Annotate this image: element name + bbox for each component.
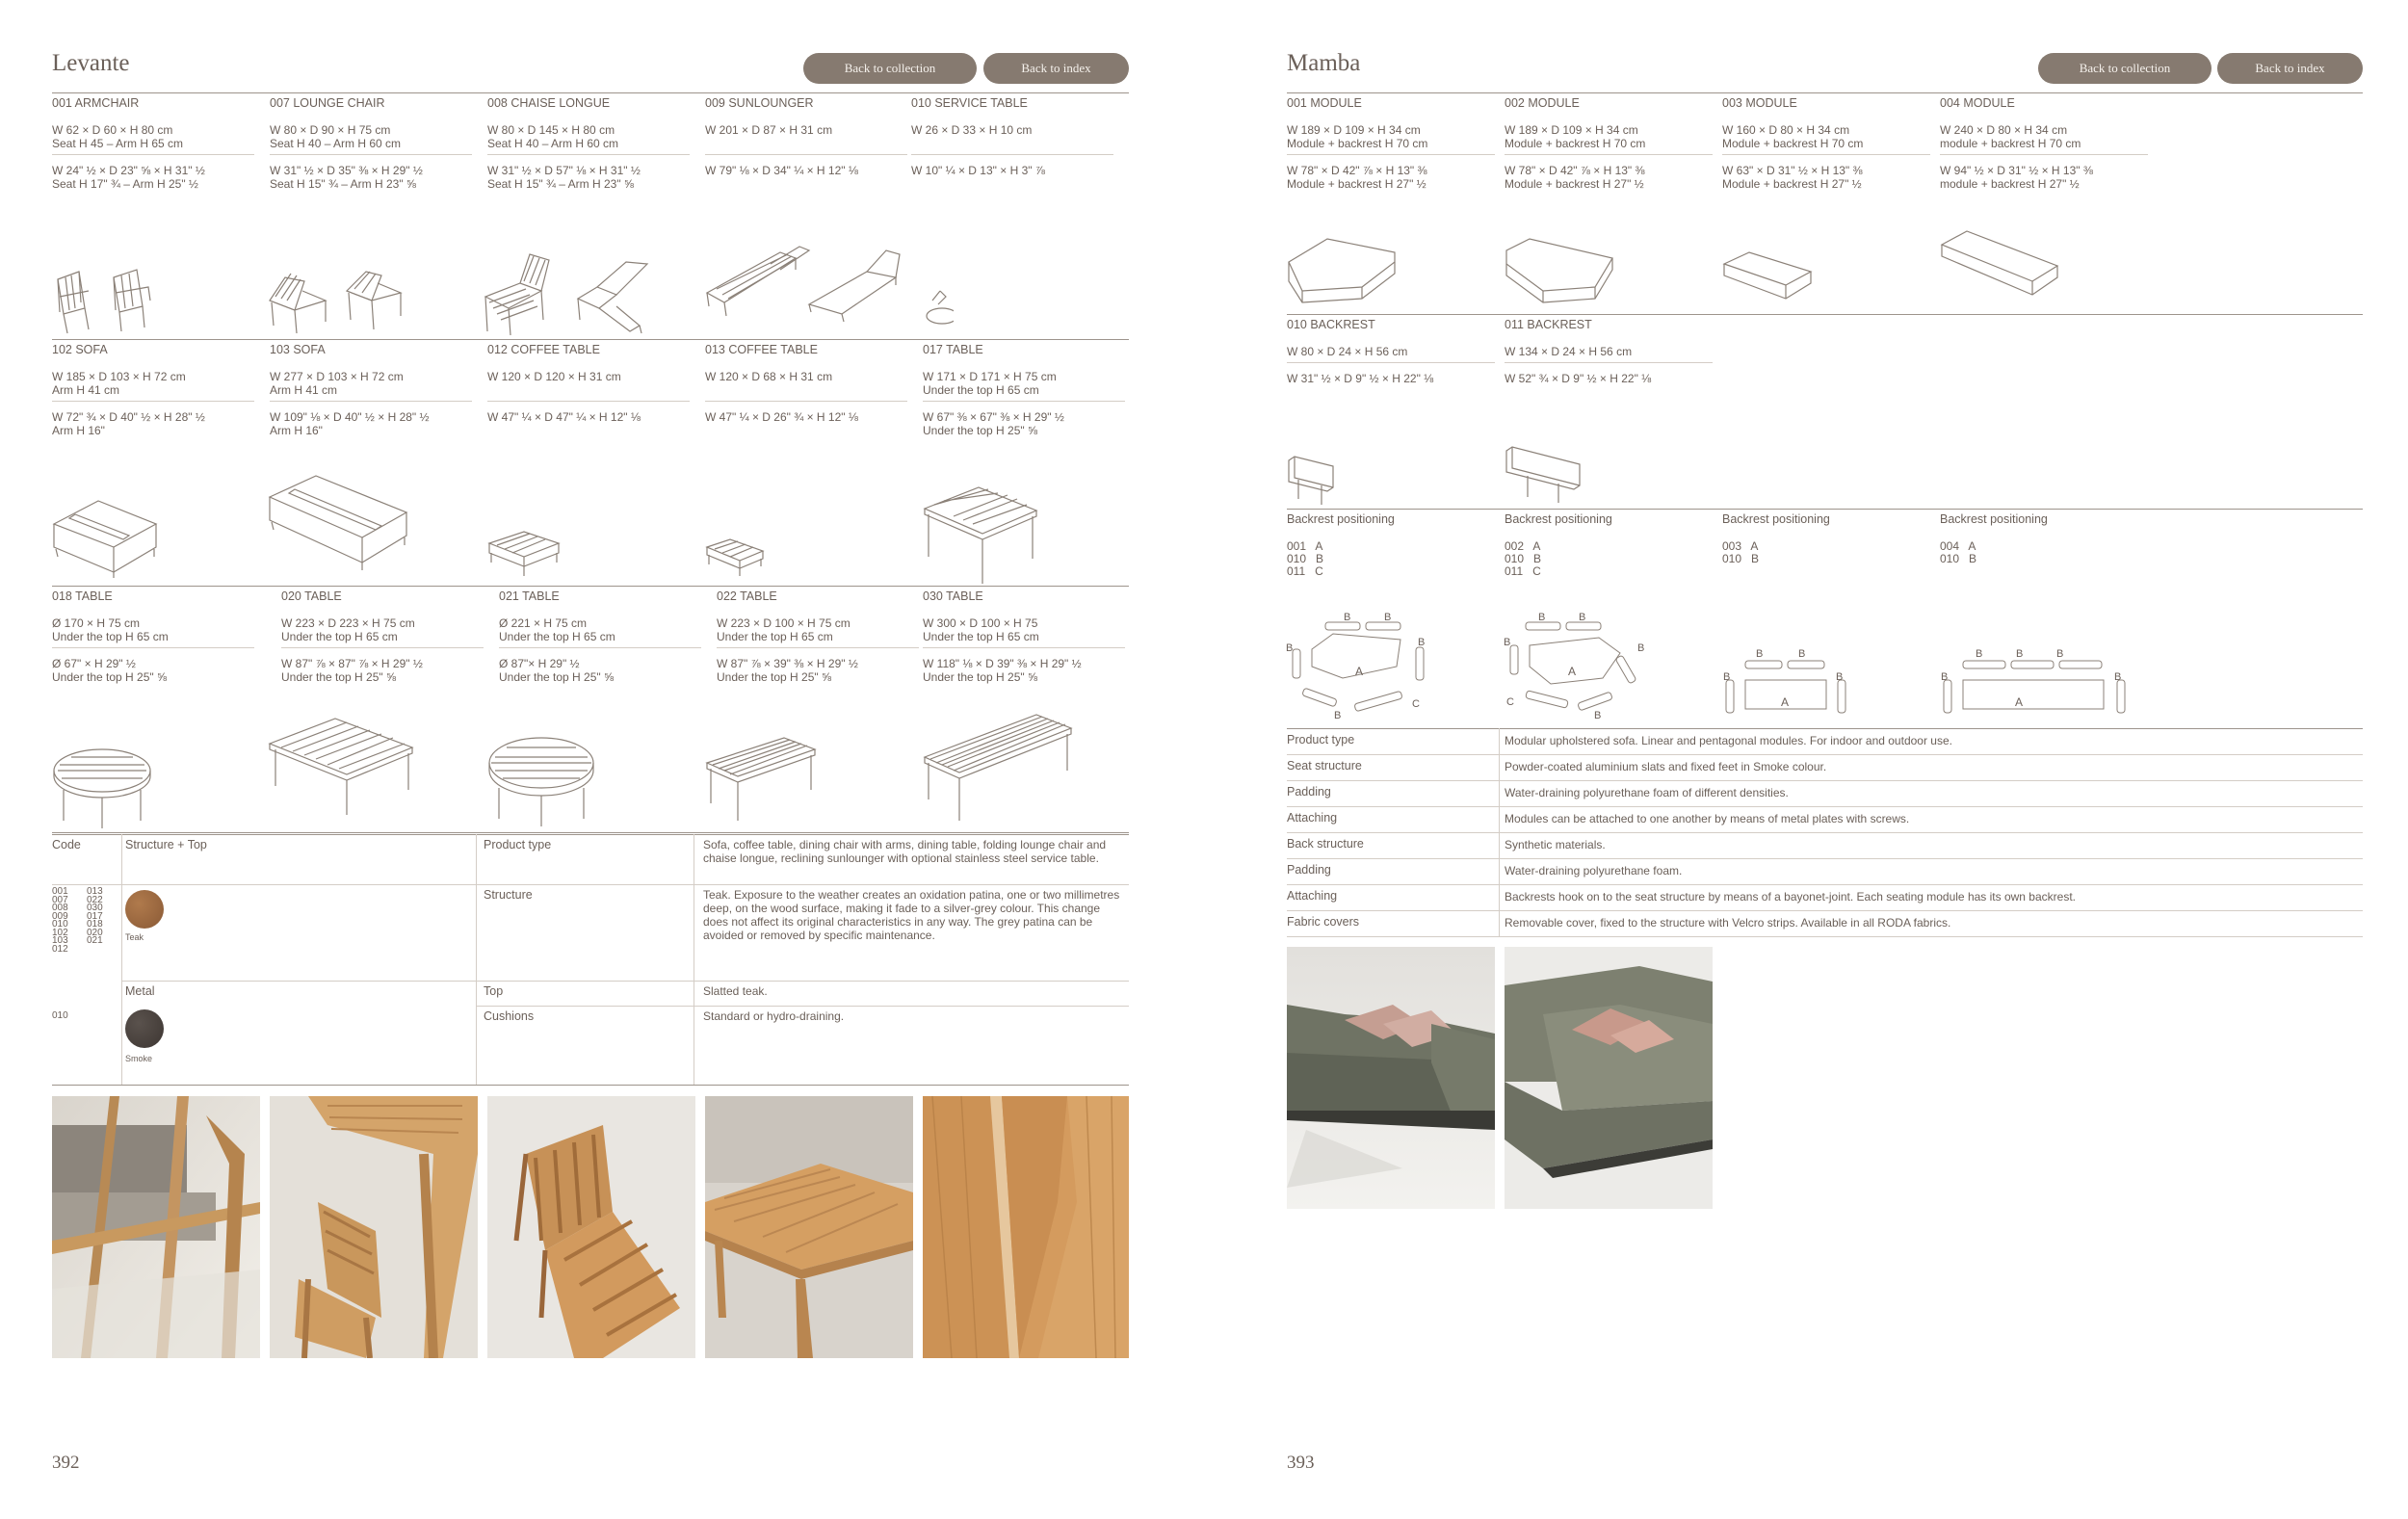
divider	[52, 401, 254, 402]
divider	[52, 884, 1129, 885]
sofa-103-drawing	[266, 470, 410, 576]
product-dimensions-imperial: W 109" ⅛ × D 40" ½ × H 28" ½	[270, 410, 430, 424]
spec-value-cushions: Standard or hydro-draining.	[703, 1009, 845, 1023]
diagram-letter: B	[1637, 642, 1645, 654]
diagram-letter: B	[1384, 612, 1392, 623]
product-dimensions-metric: Arm H 41 cm	[270, 383, 338, 397]
divider	[705, 401, 907, 402]
product-name: 007 LOUNGE CHAIR	[270, 96, 385, 110]
product-dimensions-imperial: Seat H 15" ¾ – Arm H 23" ⅝	[270, 177, 416, 191]
product-dimensions-imperial: W 72" ¾ × D 40" ½ × H 28" ½	[52, 410, 205, 424]
diagram-letter: C	[1506, 696, 1514, 708]
diagram-letter: B	[1756, 648, 1764, 660]
product-dimensions-metric: Under the top H 65 cm	[923, 383, 1039, 397]
divider	[52, 586, 1129, 587]
module-dimensions-imperial: W 94" ½ × D 31" ½ × H 13" ⅜	[1940, 164, 2093, 177]
coffee-table-013-drawing	[703, 536, 767, 580]
spec-label: Attaching	[1287, 811, 1338, 825]
product-dimensions-metric: W 223 × D 223 × H 75 cm	[281, 616, 415, 630]
module-001-drawing	[1285, 235, 1400, 306]
product-dimensions-imperial: W 10" ¼ × D 13" × H 3" ⅞	[911, 164, 1045, 177]
positioning-code: 004 A	[1940, 539, 1976, 553]
spec-value-product-type: Sofa, coffee table, dining chair with arms, dining table, folding lounge chair and chaise longue, reclining sunlounger with optional stainless steel service table.	[703, 838, 1107, 865]
backrest-011-drawing	[1503, 445, 1584, 507]
diagram-letter: B	[1418, 637, 1426, 648]
spec-label: Product type	[1287, 733, 1355, 746]
product-dimensions-imperial: Seat H 17" ¾ – Arm H 25" ½	[52, 177, 198, 191]
spec-value: Synthetic materials.	[1505, 838, 1606, 851]
product-dimensions-imperial: W 67" ⅜ × 67" ⅜ × H 29" ½	[923, 410, 1064, 424]
spec-label-structure: Structure	[484, 888, 533, 902]
divider	[121, 981, 1129, 982]
product-dimensions-metric: W 120 × D 68 × H 31 cm	[705, 370, 833, 383]
divider	[1287, 728, 2363, 729]
divider	[52, 647, 254, 648]
product-dimensions-imperial: Ø 87"× H 29" ½	[499, 657, 580, 670]
product-dimensions-imperial: W 31" ½ × D 57" ⅛ × H 31" ½	[487, 164, 641, 177]
product-dimensions-metric: Under the top H 65 cm	[717, 630, 833, 643]
spec-value: Backrests hook on to the seat structure by means of a bayonet-joint. Each seating module has its own backrest.	[1505, 890, 2076, 904]
back-to-collection-button[interactable]: Back to collection	[803, 53, 977, 84]
spec-value: Modular upholstered sofa. Linear and pentagonal modules. For indoor and outdoor use.	[1505, 734, 1952, 747]
module-dimensions-metric: module + backrest H 70 cm	[1940, 137, 2081, 150]
backrest-dimensions-metric: W 134 × D 24 × H 56 cm	[1505, 345, 1633, 358]
module-004-drawing	[1938, 227, 2063, 304]
divider	[1505, 154, 1713, 155]
product-dimensions-imperial: Under the top H 25" ⅝	[281, 670, 396, 684]
positioning-title: Backrest positioning	[1287, 512, 1395, 526]
product-dimensions-metric: Under the top H 65 cm	[923, 630, 1039, 643]
product-dimensions-metric: Ø 170 × H 75 cm	[52, 616, 141, 630]
module-dimensions-metric: Module + backrest H 70 cm	[1722, 137, 1864, 150]
product-dimensions-metric: Under the top H 65 cm	[52, 630, 169, 643]
divider	[923, 647, 1125, 648]
product-name: 021 TABLE	[499, 589, 560, 603]
product-dimensions-metric: Arm H 41 cm	[52, 383, 120, 397]
product-name: 017 TABLE	[923, 343, 983, 356]
diagram-letter: B	[2114, 671, 2122, 683]
module-dimensions-metric: W 189 × D 109 × H 34 cm	[1505, 123, 1638, 137]
product-dimensions-imperial: W 87" ⅞ × 39" ⅜ × H 29" ½	[717, 657, 858, 670]
backrest-name: 010 BACKREST	[1287, 318, 1375, 331]
positioning-diagram-003	[1720, 640, 1851, 722]
diagram-letter: A	[1781, 695, 1790, 709]
positioning-code: 011 C	[1287, 564, 1323, 578]
product-name: 030 TABLE	[923, 589, 983, 603]
module-dimensions-metric: W 189 × D 109 × H 34 cm	[1287, 123, 1421, 137]
diagram-letter: B	[1941, 671, 1949, 683]
divider	[1722, 154, 1930, 155]
product-dimensions-imperial: W 79" ⅛ × D 34" ¼ × H 12" ⅛	[705, 164, 858, 177]
photo-mamba-module	[1505, 947, 1713, 1209]
divider	[923, 401, 1125, 402]
product-dimensions-imperial: Under the top H 25" ⅝	[499, 670, 614, 684]
diagram-letter: A	[1355, 665, 1364, 678]
positioning-code: 010 B	[1940, 552, 1977, 565]
divider	[270, 401, 472, 402]
spec-label: Attaching	[1287, 889, 1338, 903]
module-name: 002 MODULE	[1505, 96, 1580, 110]
divider	[1287, 509, 2363, 510]
sunlounger-drawing	[703, 243, 954, 335]
column-divider	[476, 834, 477, 1085]
module-dimensions-imperial: module + backrest H 27" ½	[1940, 177, 2080, 191]
divider	[499, 647, 701, 648]
product-name: 020 TABLE	[281, 589, 342, 603]
diagram-letter: B	[1976, 648, 1983, 660]
module-name: 001 MODULE	[1287, 96, 1362, 110]
product-name: 103 SOFA	[270, 343, 326, 356]
page-title: Levante	[52, 50, 130, 76]
divider	[270, 154, 472, 155]
backrest-dimensions-imperial: W 52" ¾ × D 9" ½ × H 22" ⅛	[1505, 372, 1652, 385]
backrest-dimensions-metric: W 80 × D 24 × H 56 cm	[1287, 345, 1408, 358]
photo-armchair-detail	[52, 1096, 260, 1358]
product-dimensions-metric: W 223 × D 100 × H 75 cm	[717, 616, 851, 630]
module-dimensions-metric: Module + backrest H 70 cm	[1287, 137, 1428, 150]
module-dimensions-metric: Module + backrest H 70 cm	[1505, 137, 1646, 150]
code-list: 013 022 030 017 018 020 021	[87, 886, 103, 946]
photo-dining-chair	[270, 1096, 478, 1358]
positioning-diagram-004	[1938, 640, 2131, 722]
diagram-letter: B	[1836, 671, 1844, 683]
product-dimensions-metric: W 120 × D 120 × H 31 cm	[487, 370, 621, 383]
spec-value: Modules can be attached to one another by means of metal plates with screws.	[1505, 812, 1910, 825]
product-dimensions-metric: W 300 × D 100 × H 75	[923, 616, 1038, 630]
teak-label: Teak	[125, 932, 144, 942]
product-dimensions-imperial: W 118" ⅛ × D 39" ⅜ × H 29" ½	[923, 657, 1082, 670]
positioning-code: 010 B	[1287, 552, 1324, 565]
spec-label-cushions: Cushions	[484, 1009, 535, 1023]
diagram-letter: B	[1344, 612, 1351, 623]
smoke-label: Smoke	[125, 1054, 153, 1063]
spec-label: Back structure	[1287, 837, 1364, 851]
diagram-letter: B	[1594, 710, 1602, 721]
product-name: 018 TABLE	[52, 589, 113, 603]
module-dimensions-imperial: Module + backrest H 27" ½	[1505, 177, 1644, 191]
code-header: Code	[52, 838, 81, 851]
diagram-letter: B	[1723, 671, 1731, 683]
product-dimensions-metric: W 80 × D 145 × H 80 cm	[487, 123, 615, 137]
positioning-code: 001 A	[1287, 539, 1323, 553]
product-name: 102 SOFA	[52, 343, 108, 356]
module-dimensions-metric: W 240 × D 80 × H 34 cm	[1940, 123, 2068, 137]
spec-label: Padding	[1287, 785, 1331, 799]
code-list: 010	[52, 1010, 68, 1021]
teak-swatch[interactable]	[125, 890, 164, 929]
table-030-drawing	[921, 711, 1075, 826]
product-dimensions-metric: W 277 × D 103 × H 72 cm	[270, 370, 404, 383]
product-name: 001 ARMCHAIR	[52, 96, 140, 110]
lounge-chair-drawing	[266, 262, 410, 335]
back-to-collection-button[interactable]: Back to collection	[2038, 53, 2212, 84]
divider	[52, 339, 1129, 340]
module-name: 004 MODULE	[1940, 96, 2015, 110]
product-dimensions-metric: Under the top H 65 cm	[499, 630, 615, 643]
divider	[705, 154, 907, 155]
module-dimensions-imperial: W 78" × D 42" ⅞ × H 13" ⅜	[1287, 164, 1427, 177]
product-dimensions-imperial: Ø 67" × H 29" ½	[52, 657, 136, 670]
module-dimensions-imperial: Module + backrest H 27" ½	[1287, 177, 1426, 191]
divider	[52, 1085, 1129, 1086]
module-dimensions-metric: W 160 × D 80 × H 34 cm	[1722, 123, 1850, 137]
backrest-010-drawing	[1285, 453, 1337, 507]
divider	[1940, 154, 2148, 155]
positioning-code: 011 C	[1505, 564, 1541, 578]
diagram-letter: A	[2015, 695, 2024, 709]
metal-label: Metal	[125, 984, 155, 998]
module-name: 003 MODULE	[1722, 96, 1797, 110]
divider	[52, 832, 1129, 833]
diagram-letter: B	[1334, 710, 1342, 721]
product-name: 022 TABLE	[717, 589, 777, 603]
spec-value: Water-draining polyurethane foam.	[1505, 864, 1683, 877]
photo-teak-detail	[923, 1096, 1129, 1358]
page-title: Mamba	[1287, 50, 1361, 76]
divider	[911, 154, 1113, 155]
divider	[52, 154, 254, 155]
product-dimensions-metric: Seat H 40 – Arm H 60 cm	[270, 137, 402, 150]
diagram-letter: B	[2056, 648, 2064, 660]
spec-value-structure: Teak. Exposure to the weather creates an oxidation patina, one or two millimetres deep, on the wood surface, making it fade to a silver-grey colour. This change does not affect its original characteristics in any way. The grey patina can be avoided or removed by specific maintenance.	[703, 888, 1120, 942]
code-list: 001 007 008 009 010 102 103 012	[52, 886, 68, 955]
backrest-name: 011 BACKREST	[1505, 318, 1592, 331]
armchair-drawing	[50, 258, 166, 335]
diagram-letter: B	[1286, 642, 1294, 654]
diagram-letter: A	[1568, 665, 1577, 678]
product-dimensions-imperial: Under the top H 25" ⅝	[923, 670, 1037, 684]
spec-value: Removable cover, fixed to the structure with Velcro strips. Available in all RODA fabrics.	[1505, 916, 1951, 930]
table-018-drawing	[50, 744, 156, 830]
spec-value: Water-draining polyurethane foam of different densities.	[1505, 786, 1789, 799]
page-number: 393	[1287, 1453, 1315, 1473]
product-dimensions-imperial: Under the top H 25" ⅝	[717, 670, 831, 684]
product-dimensions-imperial: W 31" ½ × D 35" ⅜ × H 29" ½	[270, 164, 423, 177]
module-dimensions-imperial: W 78" × D 42" ⅞ × H 13" ⅜	[1505, 164, 1645, 177]
positioning-code: 002 A	[1505, 539, 1541, 553]
coffee-table-012-drawing	[485, 528, 563, 582]
divider	[1287, 858, 2363, 859]
product-name: 010 SERVICE TABLE	[911, 96, 1028, 110]
product-dimensions-imperial: W 47" ¼ × D 47" ¼ × H 12" ⅛	[487, 410, 641, 424]
spec-value-top: Slatted teak.	[703, 984, 768, 998]
diagram-letter: B	[1579, 612, 1586, 623]
spec-value: Powder-coated aluminium slats and fixed feet in Smoke colour.	[1505, 760, 1827, 773]
spec-label-top: Top	[484, 984, 504, 998]
diagram-letter: B	[1538, 612, 1546, 623]
diagram-letter: C	[1412, 698, 1420, 710]
divider	[1287, 362, 1495, 363]
diagram-letter: B	[1504, 637, 1511, 648]
divider	[1505, 362, 1713, 363]
product-dimensions-metric: W 26 × D 33 × H 10 cm	[911, 123, 1033, 137]
product-dimensions-metric: Seat H 45 – Arm H 65 cm	[52, 137, 184, 150]
column-divider	[121, 834, 122, 1085]
product-name: 013 COFFEE TABLE	[705, 343, 818, 356]
diagram-letter: B	[2016, 648, 2024, 660]
product-dimensions-metric: W 62 × D 60 × H 80 cm	[52, 123, 173, 137]
sofa-102-drawing	[50, 487, 162, 580]
backrest-dimensions-imperial: W 31" ½ × D 9" ½ × H 22" ⅛	[1287, 372, 1434, 385]
product-dimensions-metric: W 185 × D 103 × H 72 cm	[52, 370, 186, 383]
page-number: 392	[52, 1453, 80, 1473]
photo-square-table	[705, 1096, 913, 1358]
right-page	[1204, 0, 2408, 1519]
positioning-code: 003 A	[1722, 539, 1759, 553]
divider	[281, 647, 484, 648]
product-name: 009 SUNLOUNGER	[705, 96, 814, 110]
positioning-title: Backrest positioning	[1940, 512, 2048, 526]
divider	[1287, 780, 2363, 781]
product-dimensions-imperial: Arm H 16"	[270, 424, 323, 437]
divider	[1287, 314, 2363, 315]
diagram-letter: B	[1798, 648, 1806, 660]
divider	[1287, 936, 2363, 937]
product-dimensions-metric: W 80 × D 90 × H 75 cm	[270, 123, 391, 137]
module-dimensions-imperial: Module + backrest H 27" ½	[1722, 177, 1862, 191]
product-dimensions-imperial: W 87" ⅞ × 87" ⅞ × H 29" ½	[281, 657, 423, 670]
divider	[1287, 806, 2363, 807]
positioning-code: 010 B	[1505, 552, 1542, 565]
spec-label: Fabric covers	[1287, 915, 1360, 929]
positioning-code: 010 B	[1722, 552, 1760, 565]
back-to-index-button[interactable]: Back to index	[2217, 53, 2363, 84]
product-name: 012 COFFEE TABLE	[487, 343, 600, 356]
chaise-longue-drawing	[482, 249, 665, 337]
product-dimensions-imperial: Under the top H 25" ⅝	[52, 670, 167, 684]
module-002-drawing	[1503, 235, 1618, 306]
product-dimensions-imperial: Seat H 15" ¾ – Arm H 23" ⅝	[487, 177, 634, 191]
product-dimensions-metric: Ø 221 × H 75 cm	[499, 616, 588, 630]
module-dimensions-imperial: W 63" × D 31" ½ × H 13" ⅜	[1722, 164, 1863, 177]
product-dimensions-imperial: W 47" ¼ × D 26" ¾ × H 12" ⅛	[705, 410, 858, 424]
table-022-drawing	[703, 734, 819, 826]
product-dimensions-metric: Under the top H 65 cm	[281, 630, 398, 643]
divider	[717, 647, 919, 648]
product-dimensions-metric: Seat H 40 – Arm H 60 cm	[487, 137, 619, 150]
divider	[1287, 754, 2363, 755]
photo-mamba-sofa	[1287, 947, 1495, 1209]
table-021-drawing	[485, 734, 597, 828]
divider	[1287, 832, 2363, 833]
divider	[1287, 92, 2363, 93]
positioning-title: Backrest positioning	[1722, 512, 1830, 526]
divider	[487, 401, 690, 402]
structure-top-header: Structure + Top	[125, 838, 207, 851]
divider	[476, 1006, 1129, 1007]
table-020-drawing	[266, 715, 416, 819]
divider	[1287, 154, 1495, 155]
back-to-index-button[interactable]: Back to index	[983, 53, 1129, 84]
positioning-title: Backrest positioning	[1505, 512, 1612, 526]
module-003-drawing	[1720, 247, 1817, 304]
product-dimensions-metric: W 201 × D 87 × H 31 cm	[705, 123, 833, 137]
table-017-drawing	[921, 482, 1040, 588]
spec-label: Seat structure	[1287, 759, 1362, 773]
photo-chaise-longue	[487, 1096, 695, 1358]
divider	[487, 154, 690, 155]
divider	[1287, 910, 2363, 911]
smoke-swatch[interactable]	[125, 1009, 164, 1048]
product-dimensions-imperial: W 24" ½ × D 23" ⅝ × H 31" ½	[52, 164, 205, 177]
divider	[1287, 884, 2363, 885]
product-dimensions-imperial: Under the top H 25" ⅝	[923, 424, 1037, 437]
product-dimensions-metric: W 171 × D 171 × H 75 cm	[923, 370, 1057, 383]
divider	[52, 92, 1129, 93]
spec-label: Padding	[1287, 863, 1331, 877]
product-dimensions-imperial: Arm H 16"	[52, 424, 105, 437]
divider	[52, 834, 1129, 835]
column-divider	[1499, 728, 1500, 936]
spec-label-product-type: Product type	[484, 838, 552, 851]
product-name: 008 CHAISE LONGUE	[487, 96, 611, 110]
